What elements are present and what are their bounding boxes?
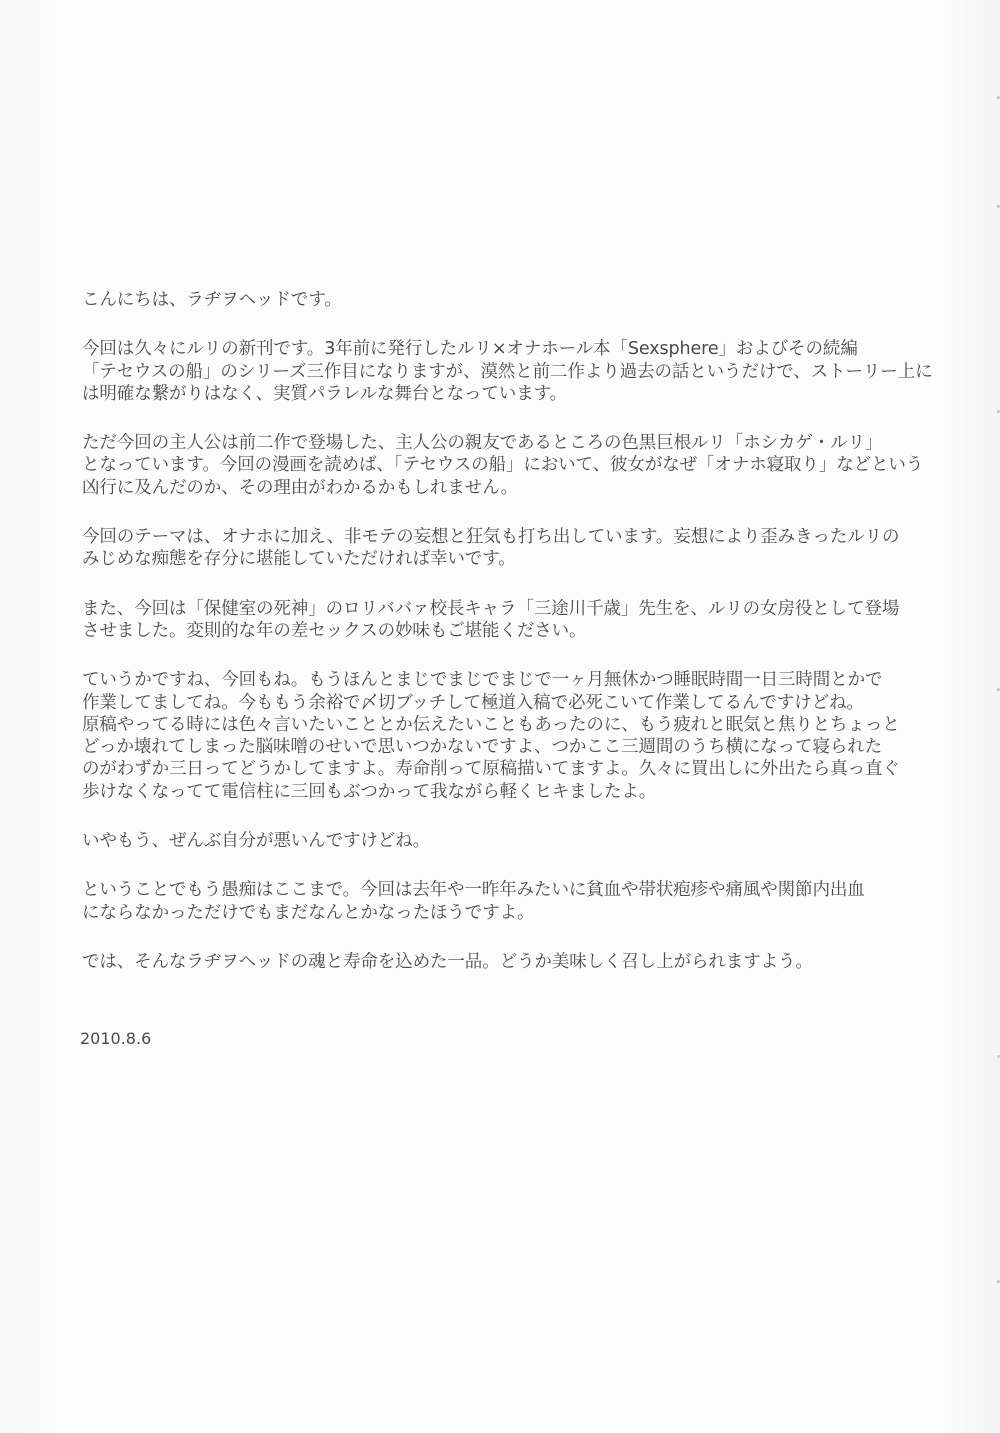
paragraph-guest-character — [82, 598, 942, 643]
text-line: また、今回は「保健室の死神」のロリババァ校長キャラ「三途川千歳」先生を、ルリの女房役として登場 — [82, 598, 900, 619]
paragraph-work-situation — [82, 669, 942, 803]
text-line: ただ今回の主人公は前二作で登場した、主人公の親友であるところの色黒巨根ルリ「ホシカゲ・ルリ」 — [82, 433, 883, 454]
text-line: ということでもう愚痴はここまで。今回は去年や一昨年みたいに貧血や帯状疱疹や痛風や関節内出血 — [82, 880, 865, 901]
text-line: みじめな痴態を存分に堪能していただければ幸いです。 — [82, 549, 516, 570]
text-line: 原稿やってる時には色々言いたいこととか伝えたいこともあったのに、もう疲れと眠気と焦りとちょっと — [82, 714, 900, 735]
text-line: こんにちは、ラヂヲヘッドです。 — [82, 290, 342, 310]
text-line: 今回は久々にルリの新刊です。3年前に発行したルリ×オナホール本「Sexsphere」およびその続編 — [82, 339, 858, 360]
paragraph-protagonist — [82, 432, 942, 499]
text-line: 歩けなくなってて電信柱に三回もぶつかって我ながら軽くヒキましたよ。 — [82, 781, 657, 802]
text-line: となっています。今回の漫画を読めば、「テセウスの船」において、彼女がなぜ「オナホ寝取り」などという — [82, 455, 924, 476]
date-signature: 2010.8.6 — [80, 1029, 152, 1048]
text-line: ていうかですね、今回もね。もうほんとまじでまじでまじで一ヶ月無休かつ睡眠時間一日三時間とかで — [82, 670, 883, 691]
text-line: 今回のテーマは、オナホに加え、非モテの妄想と狂気も打ち出しています。妄想により歪みきったルリの — [82, 527, 900, 548]
afterword-text — [82, 289, 942, 1000]
text-line: 作業してましてね。今ももう余裕で〆切ブッチして極道入稿で必死こいて作業してるんですけどね。 — [82, 692, 864, 713]
paragraph-greeting — [82, 289, 942, 311]
text-line: どっか壊れてしまった脳味噌のせいで思いつかないですよ、つかここ三週間のうち横になって寝られた — [82, 737, 883, 758]
text-line: させました。変則的な年の差セックスの妙味もご堪能ください。 — [82, 620, 587, 641]
paragraph-introduction — [82, 338, 942, 405]
text-line: 凶行に及んだのか、その理由がわかるかもしれません。 — [82, 477, 519, 498]
paragraph-self-blame — [82, 830, 942, 852]
text-line: いやもう、ぜんぶ自分が悪いんですけどね。 — [82, 831, 430, 852]
text-line: にならなかっただけでもまだなんとかなったほうですよ。 — [82, 902, 535, 923]
text-line: は明確な繋がりはなく、実質パラレルな舞台となっています。 — [82, 383, 568, 404]
text-line: では、そんなラヂヲヘッドの魂と寿命を込めた一品。どうか美味しく召し上がられますよう。 — [82, 951, 813, 972]
paragraph-closing — [82, 951, 942, 973]
text-line: のがわずか三日ってどうかしてますよ。寿命削って原稿描いてますよ。久々に買出しに外出たら真っ直ぐ — [82, 759, 900, 780]
paragraph-health — [82, 879, 942, 924]
paragraph-theme — [82, 526, 942, 571]
text-line: 「テセウスの船」のシリーズ三作目になりますが、漠然と前二作より過去の話というだけで、ストーリー上に — [82, 361, 933, 382]
